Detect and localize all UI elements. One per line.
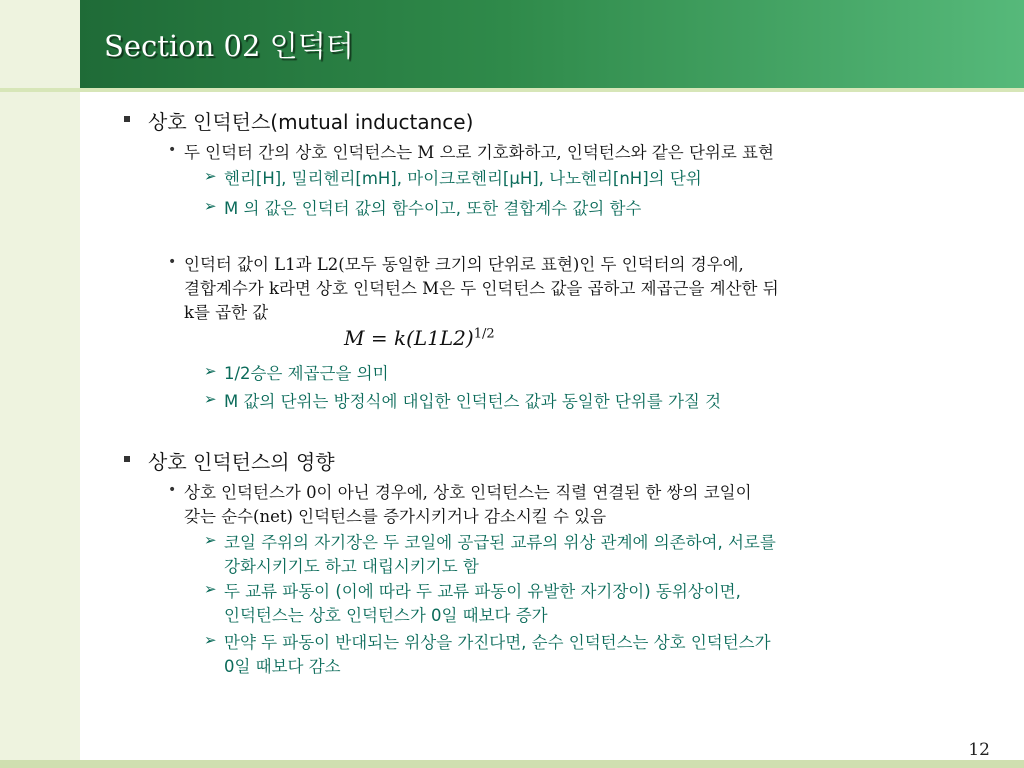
page-title: Section 02 인덕터 [104, 29, 354, 63]
section-heading: 상호 인덕턴스의 영향 [148, 450, 335, 474]
sub-bullet-text: M 값의 단위는 방정식에 대입한 인덕턴스 값과 동일한 단위를 가질 것 [224, 392, 722, 411]
bullet-dot-icon: • [168, 254, 177, 270]
arrow-bullet-icon: ➢ [204, 631, 217, 649]
sub-bullet-text: 헨리[H], 밀리헨리[mH], 마이크로헨리[μH], 나노헨리[nH]의 단위 [224, 169, 702, 188]
arrow-bullet-icon: ➢ [204, 531, 217, 549]
arrow-bullet-icon: ➢ [204, 167, 217, 185]
page-number: 12 [968, 740, 990, 760]
sub-bullet-text: M 의 값은 인덕터 값의 함수이고, 또한 결합계수 값의 함수 [224, 199, 642, 218]
bullet-text: 인덕터 값이 L1과 L2(모두 동일한 크기의 단위로 표현)인 두 인덕터의 경우에, [184, 255, 744, 274]
section-heading: 상호 인덕턴스(mutual inductance) [148, 110, 474, 134]
mutual-inductance-formula [344, 326, 495, 350]
footer-bar [0, 760, 1024, 768]
square-bullet-icon [124, 116, 130, 122]
arrow-bullet-icon: ➢ [204, 197, 217, 215]
sub-bullet-text-continued: 0일 때보다 감소 [224, 657, 341, 676]
square-bullet-icon [124, 456, 130, 462]
sub-bullet-text: 1/2승은 제곱근을 의미 [224, 364, 389, 383]
arrow-bullet-icon: ➢ [204, 362, 217, 380]
formula-exponent: 1/2 [473, 326, 495, 342]
bullet-dot-icon: • [168, 482, 177, 498]
bullet-text-continued: 결합계수가 k라면 상호 인덕턴스 M은 두 인덕턴스 값을 곱하고 제곱근을 계산한 뒤 [184, 279, 779, 298]
arrow-bullet-icon: ➢ [204, 580, 217, 598]
bullet-text-continued: k를 곱한 값 [184, 303, 269, 322]
bullet-text: 두 인덕터 간의 상호 인덕턴스는 M 으로 기호화하고, 인덕턴스와 같은 단위로 표현 [184, 143, 774, 162]
arrow-bullet-icon: ➢ [204, 390, 217, 408]
sub-bullet-text: 코일 주위의 자기장은 두 코일에 공급된 교류의 위상 관계에 의존하여, 서로를 [224, 533, 776, 552]
bullet-text-continued: 갖는 순수(net) 인덕턴스를 증가시키거나 감소시킬 수 있음 [184, 507, 607, 526]
sub-bullet-text: 두 교류 파동이 (이에 따라 두 교류 파동이 유발한 자기장이) 동위상이면, [224, 582, 741, 601]
sub-bullet-text-continued: 강화시키기도 하고 대립시키기도 함 [224, 557, 479, 576]
bullet-text: 상호 인덕턴스가 0이 아닌 경우에, 상호 인덕턴스는 직렬 연결된 한 쌍의 코일이 [184, 483, 752, 502]
sub-bullet-text: 만약 두 파동이 반대되는 위상을 가진다면, 순수 인덕턴스는 상호 인덕턴스가 [224, 633, 771, 652]
bullet-dot-icon: • [168, 142, 177, 158]
sub-bullet-text-continued: 인덕턴스는 상호 인덕턴스가 0일 때보다 증가 [224, 606, 548, 625]
formula-expression: M = k(L1L2) [344, 326, 474, 350]
